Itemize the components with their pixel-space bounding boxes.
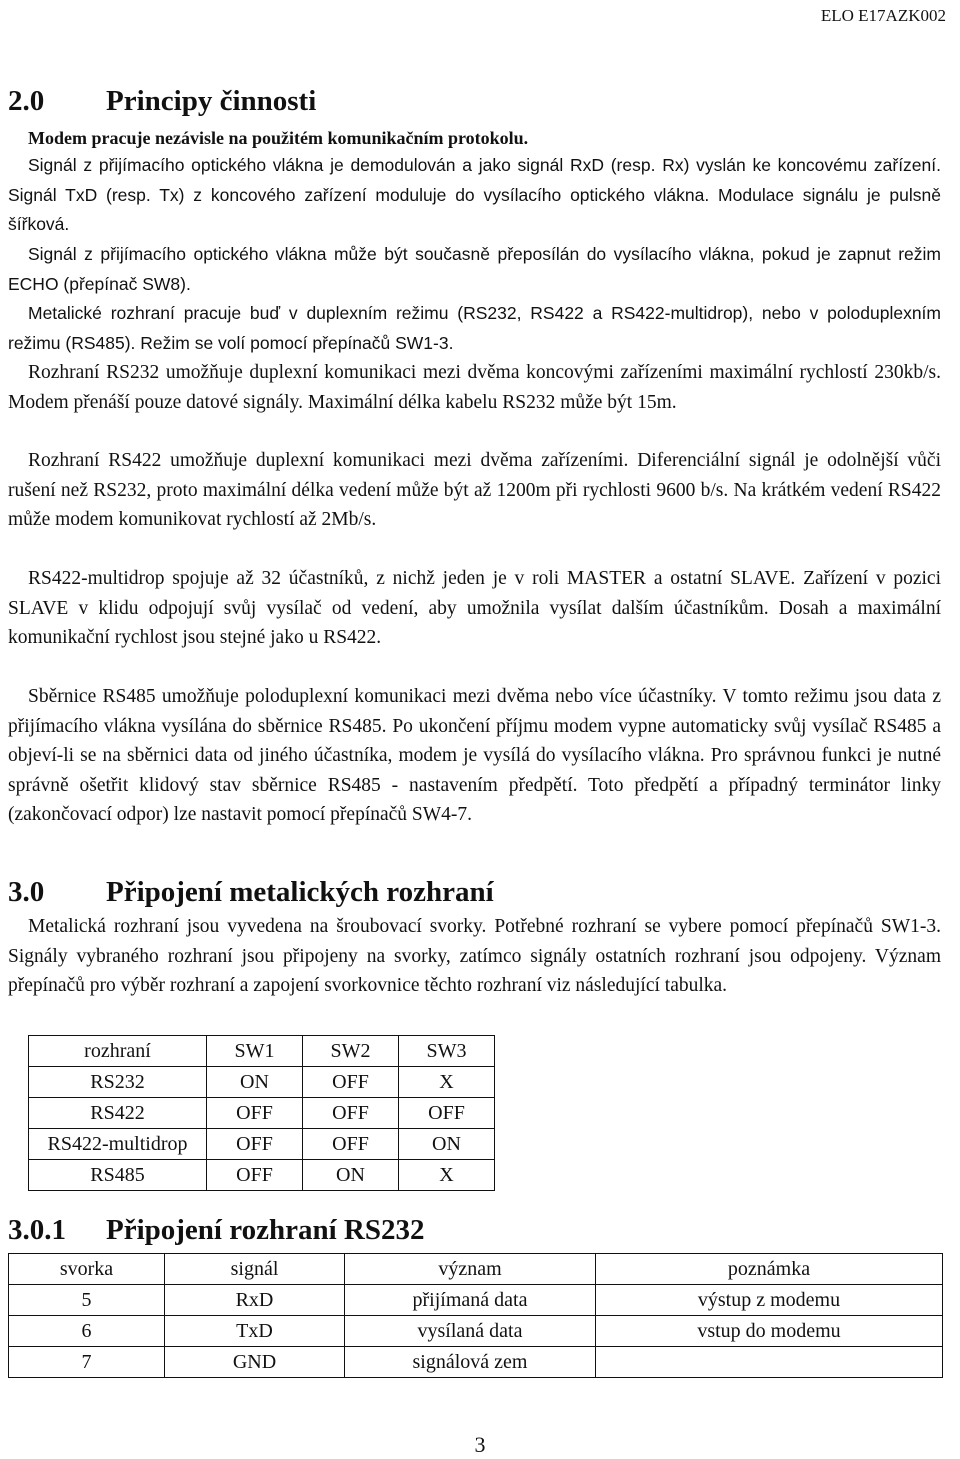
table-cell: OFF	[399, 1098, 495, 1129]
table-cell: X	[399, 1160, 495, 1191]
table-cell: 7	[9, 1347, 165, 1378]
table-row	[9, 1347, 943, 1378]
section-number: 3.0	[8, 876, 45, 908]
paragraph: Metalická rozhraní jsou vyvedena na šroubovací svorky. Potřebné rozhraní se vybere pomocí přepínačů SW1-3. Signály vybraného rozhraní jsou připojeny na svorky, zatímco signály ostatních rozhraní jsou odpojeny. Význam přepínačů pro výběr rozhraní a zapojení svorkovnice těchto rozhraní viz následující tabulka.	[8, 916, 941, 996]
rs232-terminal-table	[8, 1253, 943, 1378]
table-cell	[596, 1347, 943, 1378]
table-header-cell: signál	[165, 1254, 345, 1285]
table-header-row	[9, 1254, 943, 1285]
table-cell: přijímaná data	[345, 1285, 596, 1316]
table-row	[9, 1316, 943, 1347]
table-cell: signálová zem	[345, 1347, 596, 1378]
table-row	[29, 1067, 495, 1098]
table-cell: vysílaná data	[345, 1316, 596, 1347]
table-header-cell: poznámka	[596, 1254, 943, 1285]
table-cell: ON	[207, 1067, 303, 1098]
document-code: ELO E17AZK002	[820, 6, 946, 25]
table-cell: 6	[9, 1316, 165, 1347]
table-cell: X	[399, 1067, 495, 1098]
table-row	[29, 1098, 495, 1129]
switch-table	[28, 1035, 495, 1191]
paragraph: Signál z přijímacího optického vlákna je demodulován a jako signál RxD (resp. Rx) vyslán ke koncovému zařízení. Signál TxD (resp. Tx) z koncového zařízení moduluje do vysílacího optického vlákna. Modulace signálu je pulsně šířková.	[8, 155, 941, 234]
table-cell: RS422-multidrop	[29, 1129, 207, 1160]
section-title: Připojení metalických rozhraní	[106, 876, 494, 908]
table-cell: TxD	[165, 1316, 345, 1347]
paragraph: Signál z přijímacího optického vlákna může být současně přeposílán do vysílacího vlákna, pokud je zapnut režim ECHO (přepínač SW8).	[8, 244, 941, 294]
table-cell: OFF	[207, 1098, 303, 1129]
section-title: Principy činnosti	[106, 85, 317, 117]
lead-paragraph: Modem pracuje nezávisle na použitém komunikačním protokolu.	[28, 128, 529, 148]
table-cell: ON	[399, 1129, 495, 1160]
table-cell: 5	[9, 1285, 165, 1316]
table-row	[9, 1285, 943, 1316]
section-heading-principy	[8, 85, 316, 118]
table-header-cell: SW2	[303, 1036, 399, 1067]
paragraph: RS422-multidrop spojuje až 32 účastníků, z nichž jeden je v roli MASTER a ostatní SLAVE. Zařízení v pozici SLAVE v klidu odpojují svůj vysílač od vedení, aby umožnila vysílat dalším účastníkům. Dosah a maximální komunikační rychlost jsou stejné jako u RS422.	[8, 568, 941, 648]
paragraph: Sběrnice RS485 umožňuje poloduplexní komunikaci mezi dvěma nebo více účastníky. V tomto režimu jsou data z přijímacího vlákna vysílána do sběrnice RS485. Po ukončení příjmu modem vypne automaticky svůj vysílač RS485 a objeví-li se na sběrnici data od jiného účastníka, modem je vysílá do vysílacího vlákna. Pro správnou funkci je nutné správně ošetřit klidový stav sběrnice RS485 - nastavením předpětí. Toto předpětí a případný terminátor linky (zakončovací odpor) lze nastavit pomocí přepínačů SW4-7.	[8, 686, 941, 825]
page-number: 3	[474, 1432, 486, 1457]
paragraph: Metalické rozhraní pracuje buď v duplexním režimu (RS232, RS422 a RS422-multidrop), nebo v poloduplexním režimu (RS485). Režim se volí pomocí přepínačů SW1-3.	[8, 303, 941, 353]
section-title: Připojení rozhraní RS232	[106, 1214, 425, 1246]
section-number: 2.0	[8, 85, 45, 117]
table-header-cell: svorka	[9, 1254, 165, 1285]
table-row	[29, 1129, 495, 1160]
paragraph: Rozhraní RS232 umožňuje duplexní komunikaci mezi dvěma koncovými zařízeními maximální rychlostí 230kb/s. Modem přenáší pouze datové signály. Maximální délka kabelu RS232 může být 15m.	[8, 362, 941, 413]
table-cell: OFF	[303, 1129, 399, 1160]
table-cell: RS485	[29, 1160, 207, 1191]
table-row	[29, 1160, 495, 1191]
table-cell: RS232	[29, 1067, 207, 1098]
paragraph: Rozhraní RS422 umožňuje duplexní komunikaci mezi dvěma zařízeními. Diferenciální signál je odolnější vůči rušení než RS232, proto maximální délka vedení může být až 1200m při rychlosti 9600 b/s. Na krátkém vedení RS422 může modem komunikovat rychlostí až 2Mb/s.	[8, 450, 941, 530]
table-cell: OFF	[207, 1129, 303, 1160]
section-heading-rs232	[8, 1214, 424, 1247]
table-cell: OFF	[207, 1160, 303, 1191]
table-cell: RxD	[165, 1285, 345, 1316]
table-cell: výstup z modemu	[596, 1285, 943, 1316]
table-header-cell: význam	[345, 1254, 596, 1285]
table-cell: vstup do modemu	[596, 1316, 943, 1347]
section-number: 3.0.1	[8, 1214, 66, 1246]
table-cell: OFF	[303, 1067, 399, 1098]
table-cell: ON	[303, 1160, 399, 1191]
table-cell: GND	[165, 1347, 345, 1378]
section-heading-pripojeni	[8, 876, 494, 909]
table-header-cell: SW1	[207, 1036, 303, 1067]
table-cell: RS422	[29, 1098, 207, 1129]
table-header-row	[29, 1036, 495, 1067]
table-cell: OFF	[303, 1098, 399, 1129]
table-header-cell: SW3	[399, 1036, 495, 1067]
table-header-cell: rozhraní	[29, 1036, 207, 1067]
